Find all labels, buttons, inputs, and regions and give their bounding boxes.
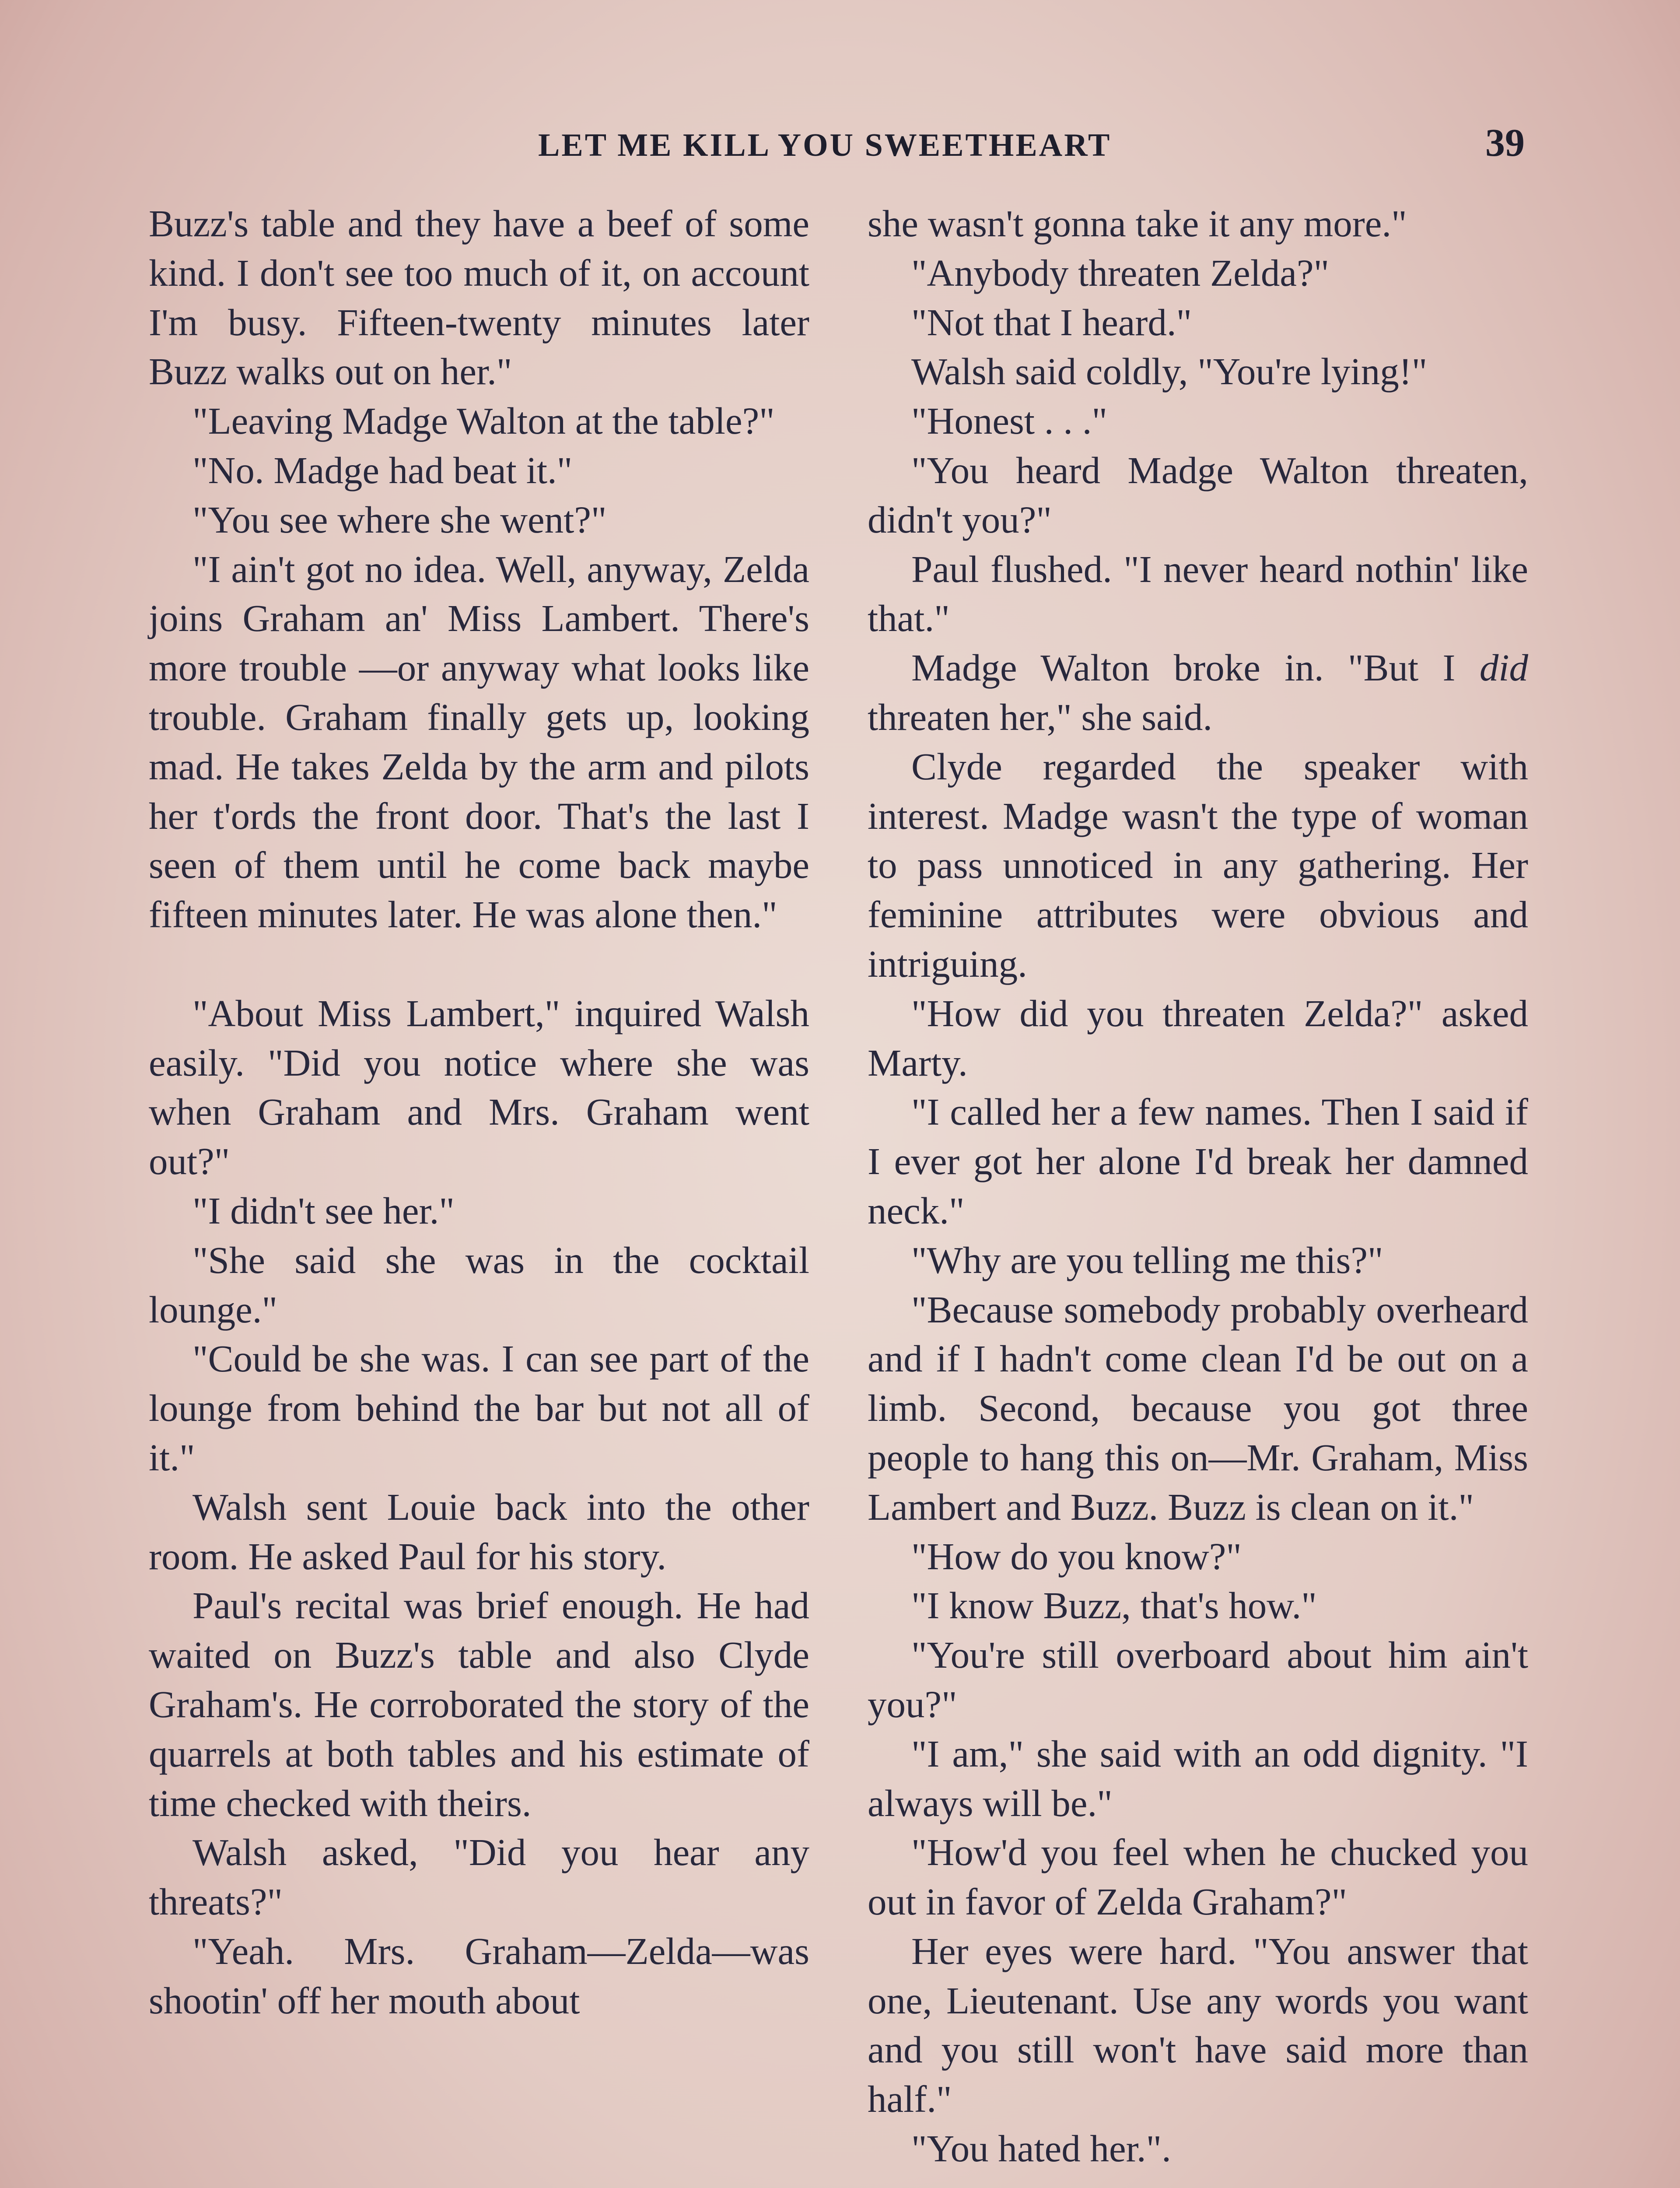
paragraph: "Anybody threaten Zelda?" <box>911 251 1330 294</box>
paragraph: Paul's recital was brief enough. He had waited on Buzz's table and also Clyde Graham's. He corroborated the story of the quarrels at both tables and his estimate of time checked with theirs. <box>149 1584 809 1824</box>
paragraph <box>868 643 1528 742</box>
paragraph: "Because somebody probably overheard and if I hadn't come clean I'd be out on a limb. Second, because you got three people to hang this on—Mr. Graham, Miss Lambert and Buzz. Buzz is clean on it." <box>868 1288 1528 1528</box>
paragraph: "I know Buzz, that's how." <box>911 1584 1317 1627</box>
paragraph: "Could be she was. I can see part of the lounge from behind the bar but not all of it." <box>149 1337 809 1479</box>
paragraph: "Leaving Madge Walton at the table?" <box>192 400 775 442</box>
paragraph: "Honest . . ." <box>911 400 1107 442</box>
paragraph: "You're still overboard about him ain't you?" <box>868 1634 1528 1725</box>
paragraph: "You see where she went?" <box>192 498 607 541</box>
paragraph: Clyde regarded the speaker with interest. Madge wasn't the type of woman to pass unnoticed in any gathering. Her feminine attributes were obvious and intriguing. <box>868 745 1528 985</box>
paragraph: "I didn't see her." <box>192 1189 455 1232</box>
paragraph: "Yeah. Mrs. Graham—Zelda—was shootin' off her mouth about <box>149 1929 809 2022</box>
paragraph: she wasn't gonna take it any more." <box>868 202 1407 245</box>
paragraph: "Not that I heard." <box>911 301 1192 344</box>
paragraph: "You heard Madge Walton threaten, didn't you?" <box>868 449 1528 541</box>
left-column <box>149 199 809 2025</box>
paragraph: "How'd you feel when he chucked you out in favor of Zelda Graham?" <box>868 1831 1528 1923</box>
paragraph: "You hated her.". <box>911 2127 1171 2170</box>
paragraph: Buzz's table and they have a beef of some kind. I don't see too much of it, on account I'm busy. Fifteen-twenty minutes later Buzz walks out on her." <box>149 202 809 393</box>
page-number: 39 <box>1485 121 1525 165</box>
paragraph: "How do you know?" <box>911 1535 1242 1578</box>
right-column <box>868 199 1528 2174</box>
paragraph: Walsh said coldly, "You're lying!" <box>911 350 1428 393</box>
paragraph: "I am," she said with an odd dignity. "I always will be." <box>868 1732 1528 1824</box>
paragraph: "She said she was in the cocktail lounge." <box>149 1238 809 1331</box>
paragraph: "I ain't got no idea. Well, anyway, Zelda joins Graham an' Miss Lambert. There's more trouble —or anyway what looks like trouble. Graham finally gets up, looking mad. He takes Zelda by the arm and pilots her t'ords the front door. That's the last I seen of them until he come back maybe fifteen minutes later. He was alone then." <box>149 547 809 936</box>
paragraph: "No. Madge had beat it." <box>192 449 573 491</box>
paragraph: "Why are you telling me this?" <box>911 1238 1383 1281</box>
paragraph-text: Madge Walton broke in. "But I <box>911 646 1480 689</box>
paragraph: Walsh asked, "Did you hear any threats?" <box>149 1831 809 1923</box>
running-title: LET ME KILL YOU SWEETHEART <box>538 127 1112 163</box>
emphasis-text: did <box>1479 646 1528 689</box>
paragraph: "How did you threaten Zelda?" asked Marty. <box>868 992 1528 1084</box>
paragraph: "About Miss Lambert," inquired Walsh easily. "Did you notice where she was when Graham and Mrs. Graham went out?" <box>149 992 809 1183</box>
paragraph-text: threaten her," she said. <box>868 695 1213 738</box>
paragraph: "I called her a few names. Then I said if I ever got her alone I'd break her damned neck." <box>868 1090 1528 1232</box>
paragraph: Paul flushed. "I never heard nothin' like that." <box>868 547 1528 640</box>
paragraph: Her eyes were hard. "You answer that one, Lieutenant. Use any words you want and you still won't have said more than half." <box>868 1929 1528 2121</box>
paragraph: Walsh sent Louie back into the other room. He asked Paul for his story. <box>149 1485 809 1578</box>
